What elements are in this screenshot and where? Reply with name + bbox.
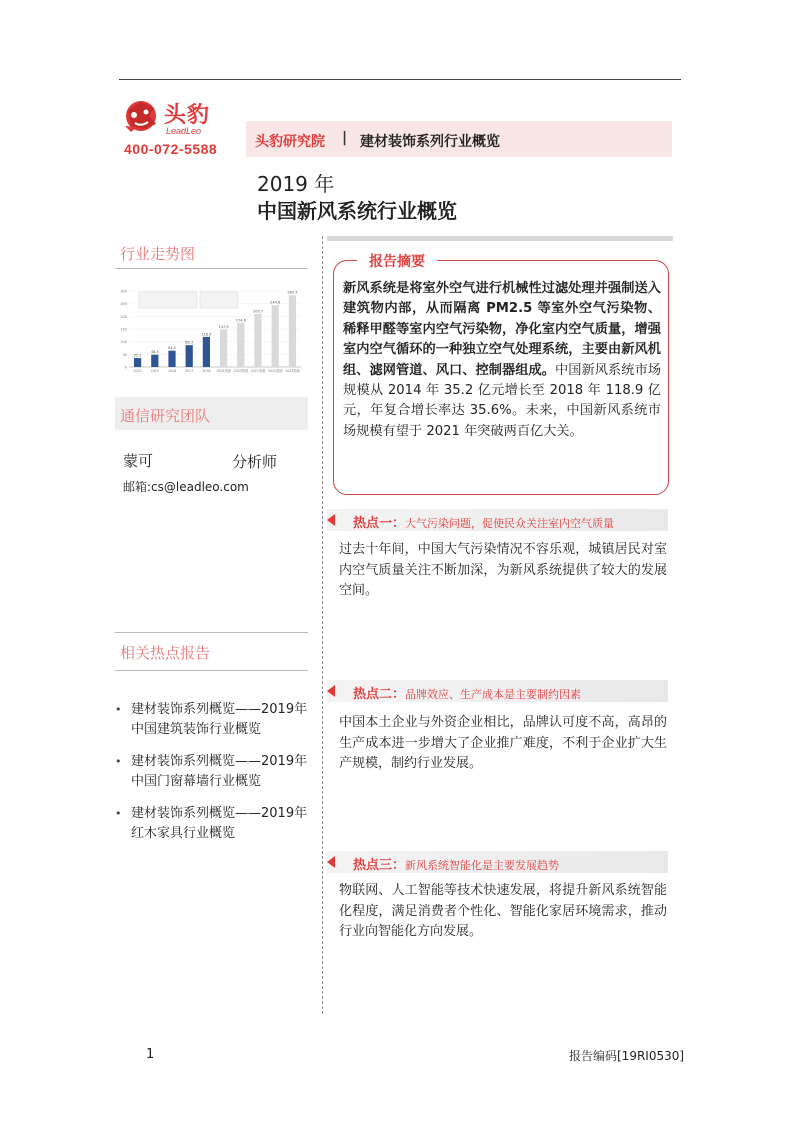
hotspot-1-subtitle: 大气污染问题，促使民众关注室内空气质量 bbox=[405, 517, 615, 530]
chart-category-label: 2020预测 bbox=[233, 369, 249, 373]
hotspot-2-arrow-icon bbox=[327, 685, 335, 697]
chart-value-label: 244.6 bbox=[270, 300, 281, 305]
chart-category-label: 2015 bbox=[150, 369, 159, 373]
chart-y-tick: 0 bbox=[124, 365, 127, 370]
chart-value-label: 64.5 bbox=[168, 346, 176, 351]
analyst-email[interactable]: 邮箱:cs@leadleo.com bbox=[123, 480, 249, 494]
summary-label: 报告摘要 bbox=[357, 250, 437, 274]
chart-value-label: 209.7 bbox=[252, 309, 264, 314]
chart-category-label: 2014 bbox=[133, 369, 142, 373]
chart-category-label: 2016 bbox=[167, 369, 177, 373]
hotspot-3-title: 热点三： bbox=[353, 858, 406, 873]
chart-bar bbox=[151, 355, 158, 367]
analyst-name: 蒙可 bbox=[123, 452, 154, 470]
chart-value-label: 147.9 bbox=[218, 325, 229, 330]
hotspot-1-arrow-icon bbox=[327, 514, 335, 526]
chart-y-tick: 50 bbox=[122, 352, 127, 357]
related-report-text[interactable]: 建材装饰系列概览——2019年中国建筑装饰行业概览 bbox=[131, 702, 308, 737]
hotspot-2-text: 中国本土企业与外资企业相比，品牌认可度不高，高昂的生产成本进一步增大了企业推广难度，不利于企业扩大生产规模，制约行业发展。 bbox=[339, 715, 667, 771]
hotspot-1-title: 热点一： bbox=[353, 516, 406, 531]
related-reports-list bbox=[112, 700, 317, 856]
hotspot-1-text: 过去十年间，中国大气污染情况不容乐观，城镇居民对室内空气质量关注不断加深，为新风系统提供了较大的发展空间。 bbox=[339, 542, 667, 598]
chart-category-label: 2021预测 bbox=[250, 369, 266, 373]
column-divider bbox=[322, 236, 323, 1014]
analyst-role: 分析师 bbox=[232, 453, 278, 471]
chart-legend-box-2 bbox=[200, 292, 238, 308]
chart-y-tick: 200 bbox=[120, 314, 127, 319]
bullet-icon: • bbox=[115, 703, 122, 716]
chart-category-label: 2022预测 bbox=[267, 369, 283, 373]
team-section-title: 通信研究团队 bbox=[120, 407, 211, 425]
trend-section-title: 行业走势图 bbox=[120, 245, 196, 263]
chart-bar bbox=[186, 345, 193, 367]
chart-bar bbox=[168, 351, 175, 367]
chart-category-label: 2017 bbox=[185, 369, 194, 373]
chart-bar bbox=[134, 358, 141, 367]
report-year: 2019 年 bbox=[257, 172, 335, 196]
header-institute: 头豹研究院 bbox=[255, 134, 325, 150]
chart-value-label: 174.6 bbox=[235, 318, 246, 323]
report-title: 中国新风系统行业概览 bbox=[257, 199, 457, 223]
chart-bar bbox=[203, 337, 210, 367]
trend-section-rule bbox=[115, 268, 308, 269]
chart-bar bbox=[254, 314, 261, 367]
top-divider bbox=[119, 79, 681, 80]
hotspot-2-subtitle: 品牌效应、生产成本是主要制约因素 bbox=[405, 688, 582, 701]
chart-bar bbox=[272, 305, 279, 367]
summary-bold-text: 新风系统是将室外空气进行机械性过滤处理并强制送入建筑物内部，从而隔离 PM2.5 等室外空气污染物、稀释甲醛等室内空气污染物，净化室内空气质量，增强室内空气循环的一种独立空气处理系统，主要由新风机组、滤网管道、风口、控制器组成。 bbox=[343, 281, 661, 378]
related-top-rule bbox=[115, 632, 308, 633]
chart-value-label: 86.3 bbox=[185, 340, 194, 345]
chart-bar bbox=[237, 323, 244, 367]
summary-top-bar bbox=[327, 236, 673, 241]
hotspot-1-heading bbox=[353, 512, 614, 531]
header-series: 建材装饰系列行业概览 bbox=[360, 134, 500, 150]
related-report-text[interactable]: 建材装饰系列概览——2019年红木家具行业概览 bbox=[131, 806, 308, 841]
hotspot-2-title: 热点二： bbox=[353, 687, 406, 702]
chart-value-label: 118.9 bbox=[201, 332, 212, 337]
brand-phone: 400-072-5588 bbox=[124, 141, 218, 157]
chart-value-label: 48.5 bbox=[150, 350, 159, 355]
header-separator: | bbox=[342, 130, 348, 146]
bullet-icon: • bbox=[115, 755, 122, 768]
chart-bar bbox=[220, 330, 227, 367]
hotspot-3-arrow-icon bbox=[327, 856, 335, 868]
chart-category-label: 2018 bbox=[202, 369, 211, 373]
chart-y-tick: 100 bbox=[120, 340, 127, 345]
chart-category-label: 2019预测 bbox=[216, 369, 231, 373]
trend-chart bbox=[117, 285, 307, 375]
report-code: 报告编码[19RI0530] bbox=[569, 1049, 685, 1063]
hotspot-3-subtitle: 新风系统智能化是主要发展趋势 bbox=[405, 859, 560, 872]
chart-y-tick: 150 bbox=[120, 327, 127, 332]
related-report-item[interactable] bbox=[112, 700, 317, 740]
hotspot-3-heading bbox=[353, 854, 559, 873]
page-number: 1 bbox=[146, 1047, 155, 1062]
summary-plain-text: 中国新风系统市场规模从 2014 年 35.2 亿元增长至 2018 年 118.9 亿元，年复合增长率达 35.6%。未来，中国新风系统市场规模有望于 2021 年突破两百亿大关。 bbox=[343, 362, 662, 439]
related-report-item[interactable] bbox=[112, 804, 317, 844]
chart-value-label: 283.3 bbox=[287, 290, 298, 295]
header-band bbox=[246, 121, 672, 157]
hotspot-3-text: 物联网、人工智能等技术快速发展，将提升新风系统智能化程度，满足消费者个性化、智能化家居环境需求，推动行业向智能化方向发展。 bbox=[339, 883, 667, 939]
related-section-title: 相关热点报告 bbox=[120, 644, 211, 662]
chart-bar bbox=[289, 295, 296, 367]
hotspot-2-heading bbox=[353, 683, 581, 702]
bullet-icon: • bbox=[115, 807, 122, 820]
chart-value-label: 35.2 bbox=[133, 353, 142, 358]
brand-name: 头豹 bbox=[164, 103, 211, 128]
related-report-text[interactable]: 建材装饰系列概览——2019年中国门窗幕墙行业概览 bbox=[131, 754, 308, 789]
chart-legend-box bbox=[139, 292, 197, 308]
chart-category-label: 2023预测 bbox=[285, 369, 300, 373]
chart-y-tick: 250 bbox=[120, 302, 127, 307]
chart-y-tick: 300 bbox=[120, 289, 127, 294]
summary-text bbox=[343, 279, 661, 442]
brand-sub: LeadLeo bbox=[166, 126, 202, 136]
related-bottom-rule bbox=[115, 670, 308, 671]
related-report-item[interactable] bbox=[112, 752, 317, 792]
